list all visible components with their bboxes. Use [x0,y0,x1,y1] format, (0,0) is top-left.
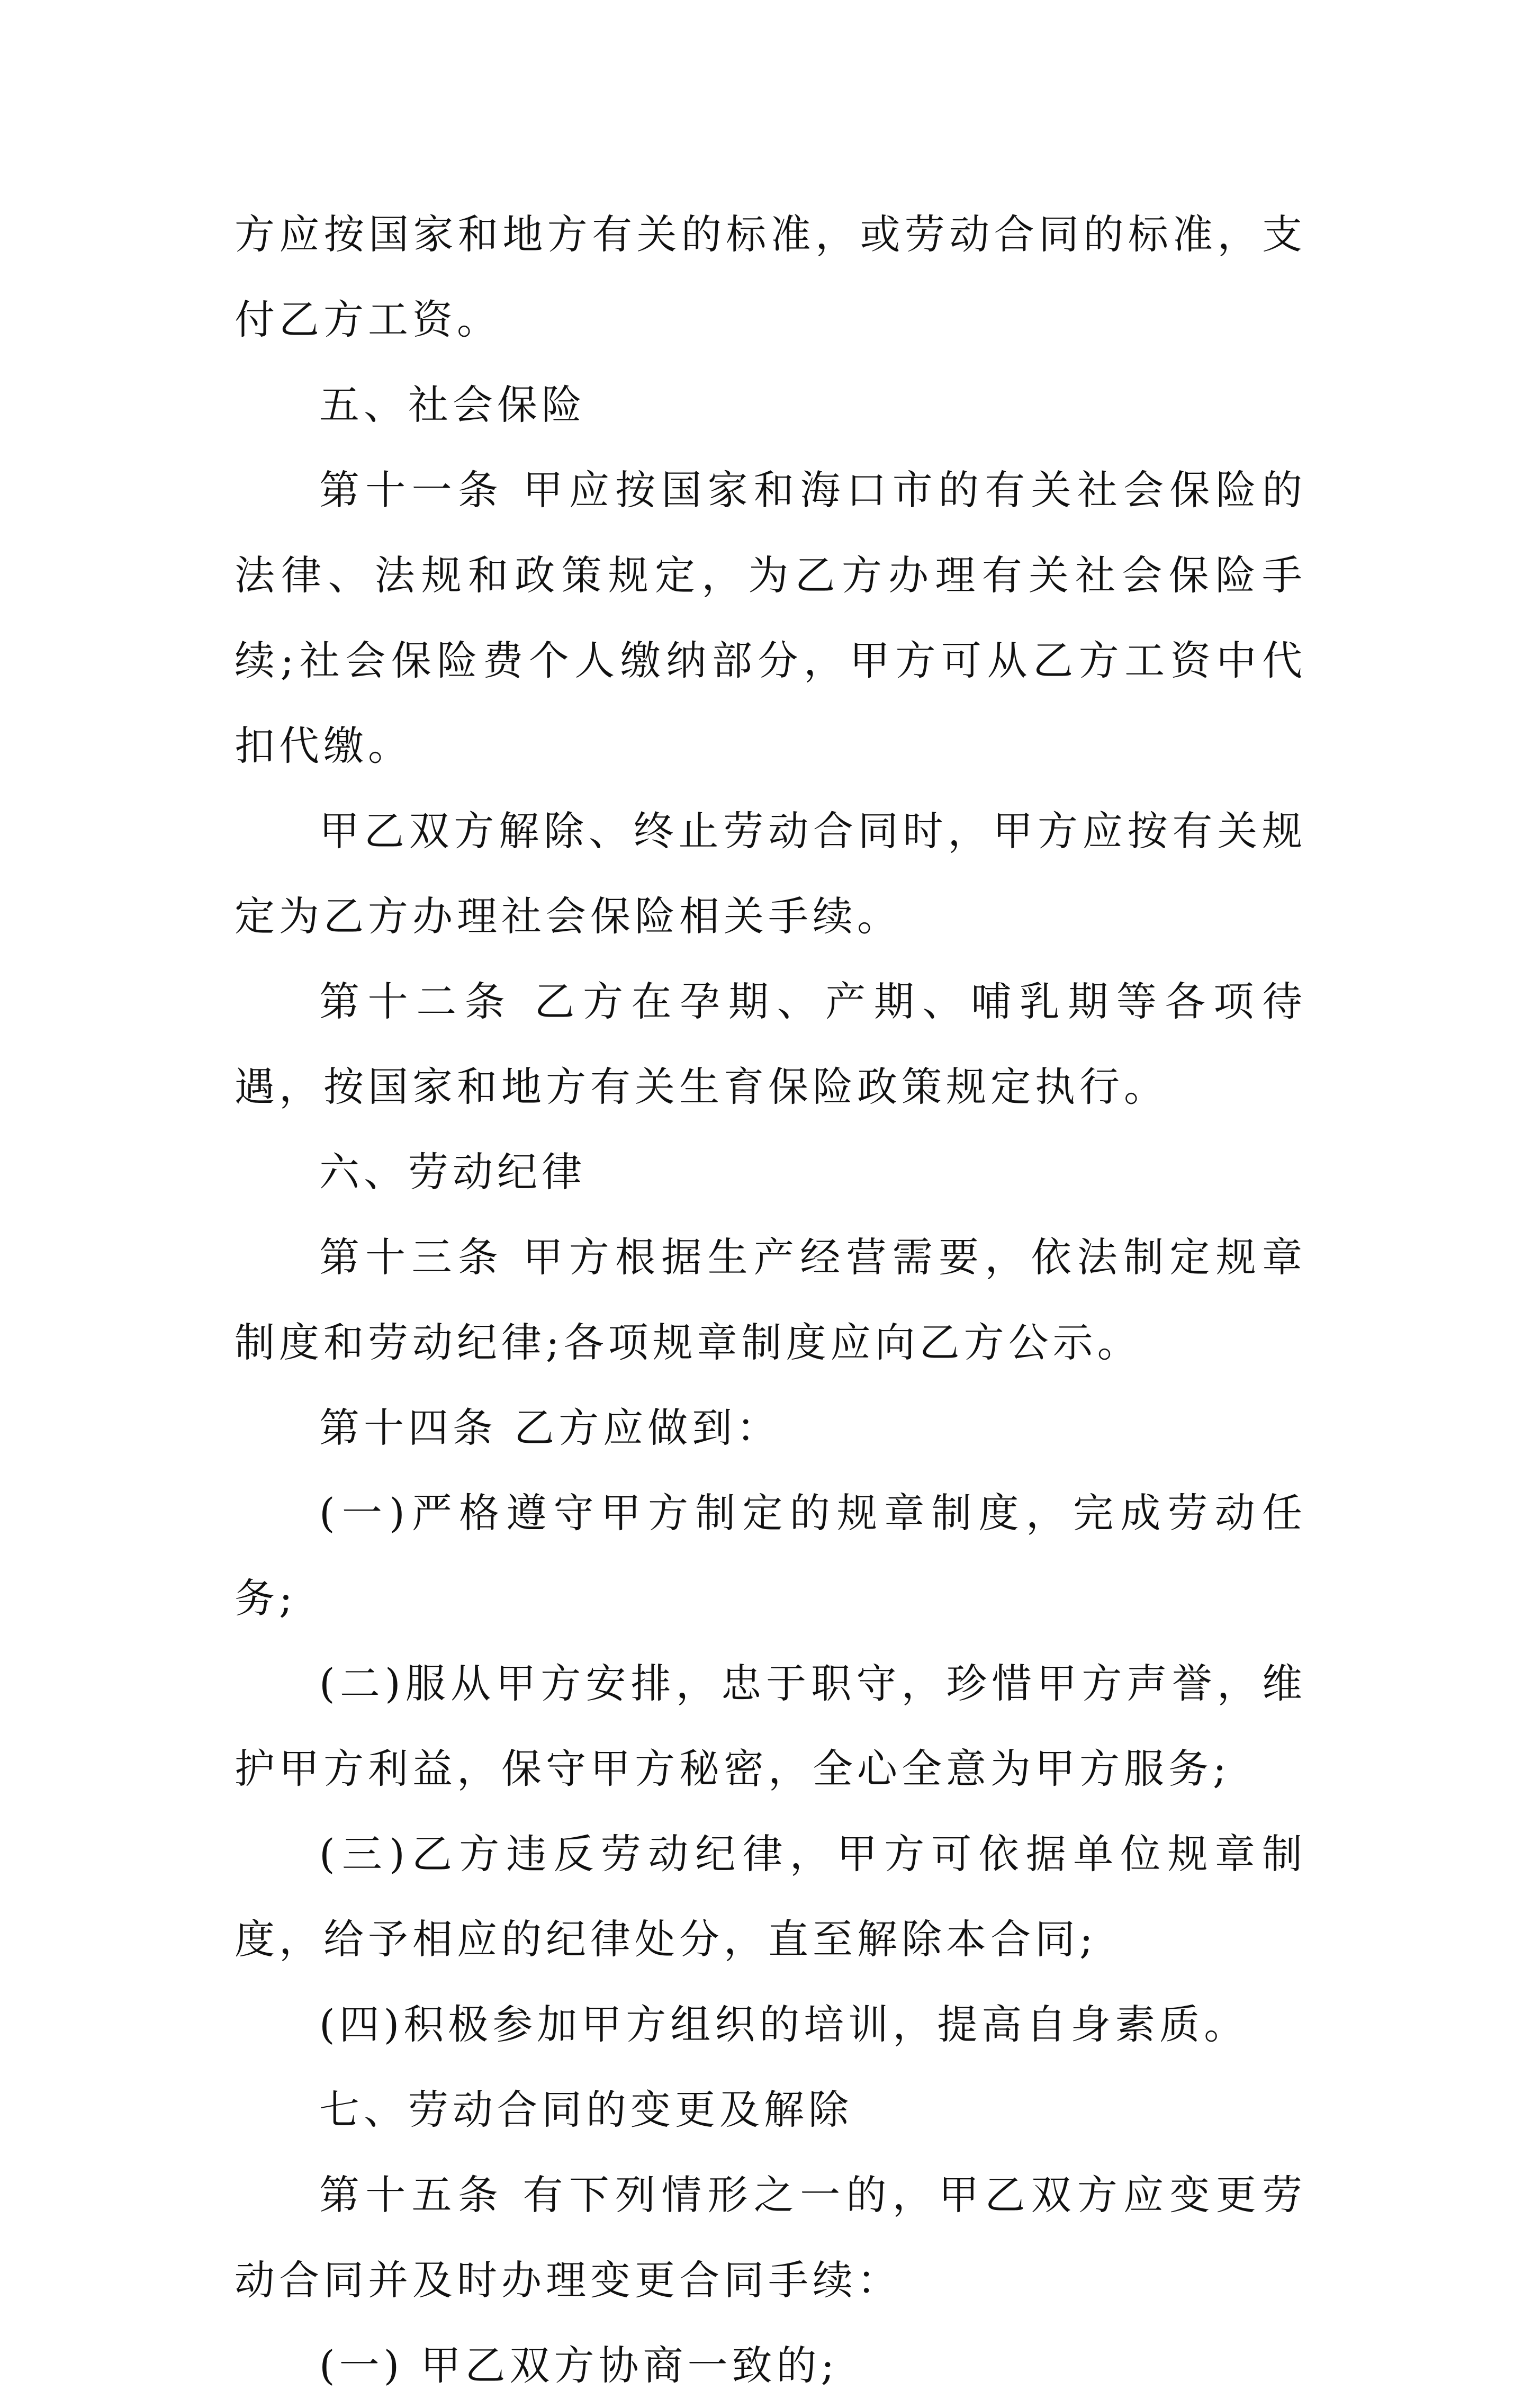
article-14-item-4: (四)积极参加甲方组织的培训，提高自身素质。 [319,2001,1249,2048]
article-14-item-3: (三)乙方违反劳动纪律，甲方可依据单位规章制度，给予相应的纪律处分，直至解除本合同; [235,1830,1306,1963]
document-body [235,192,1306,2408]
paragraph-wage-payment: 方应按国家和地方有关的标准，或劳动合同的标准，支付乙方工资。 [235,211,1306,343]
article-14: 第十四条 乙方应做到： [319,1404,781,1451]
article-14-item-1: (一)严格遵守甲方制定的规章制度，完成劳动任务; [235,1489,1306,1622]
article-13: 第十三条 甲方根据生产经营需要，依法制定规章制度和劳动纪律;各项规章制度应向乙方公示。 [235,1234,1306,1366]
article-12: 第十二条 乙方在孕期、产期、哺乳期等各项待遇，按国家和地方有关生育保险政策规定执行。 [235,978,1306,1110]
section-heading-contract-change: 七、劳动合同的变更及解除 [319,2086,853,2133]
article-15-item-1: (一) 甲乙双方协商一致的; [319,2342,839,2389]
section-heading-social-insurance: 五、社会保险 [319,381,586,428]
section-heading-labor-discipline: 六、劳动纪律 [319,1148,586,1196]
paragraph-insurance-termination: 甲乙双方解除、终止劳动合同时，甲方应按有关规定为乙方办理社会保险相关手续。 [235,807,1306,940]
article-15: 第十五条 有下列情形之一的，甲乙双方应变更劳动合同并及时办理变更合同手续： [235,2171,1306,2304]
article-11: 第十一条 甲应按国家和海口市的有关社会保险的法律、法规和政策规定，为乙方办理有关社会保险手续;社会保险费个人缴纳部分，甲方可从乙方工资中代扣代缴。 [235,466,1306,769]
article-14-item-2: (二)服从甲方安排，忠于职守，珍惜甲方声誉，维护甲方利益，保守甲方秘密，全心全意为甲方服务; [235,1660,1306,1792]
